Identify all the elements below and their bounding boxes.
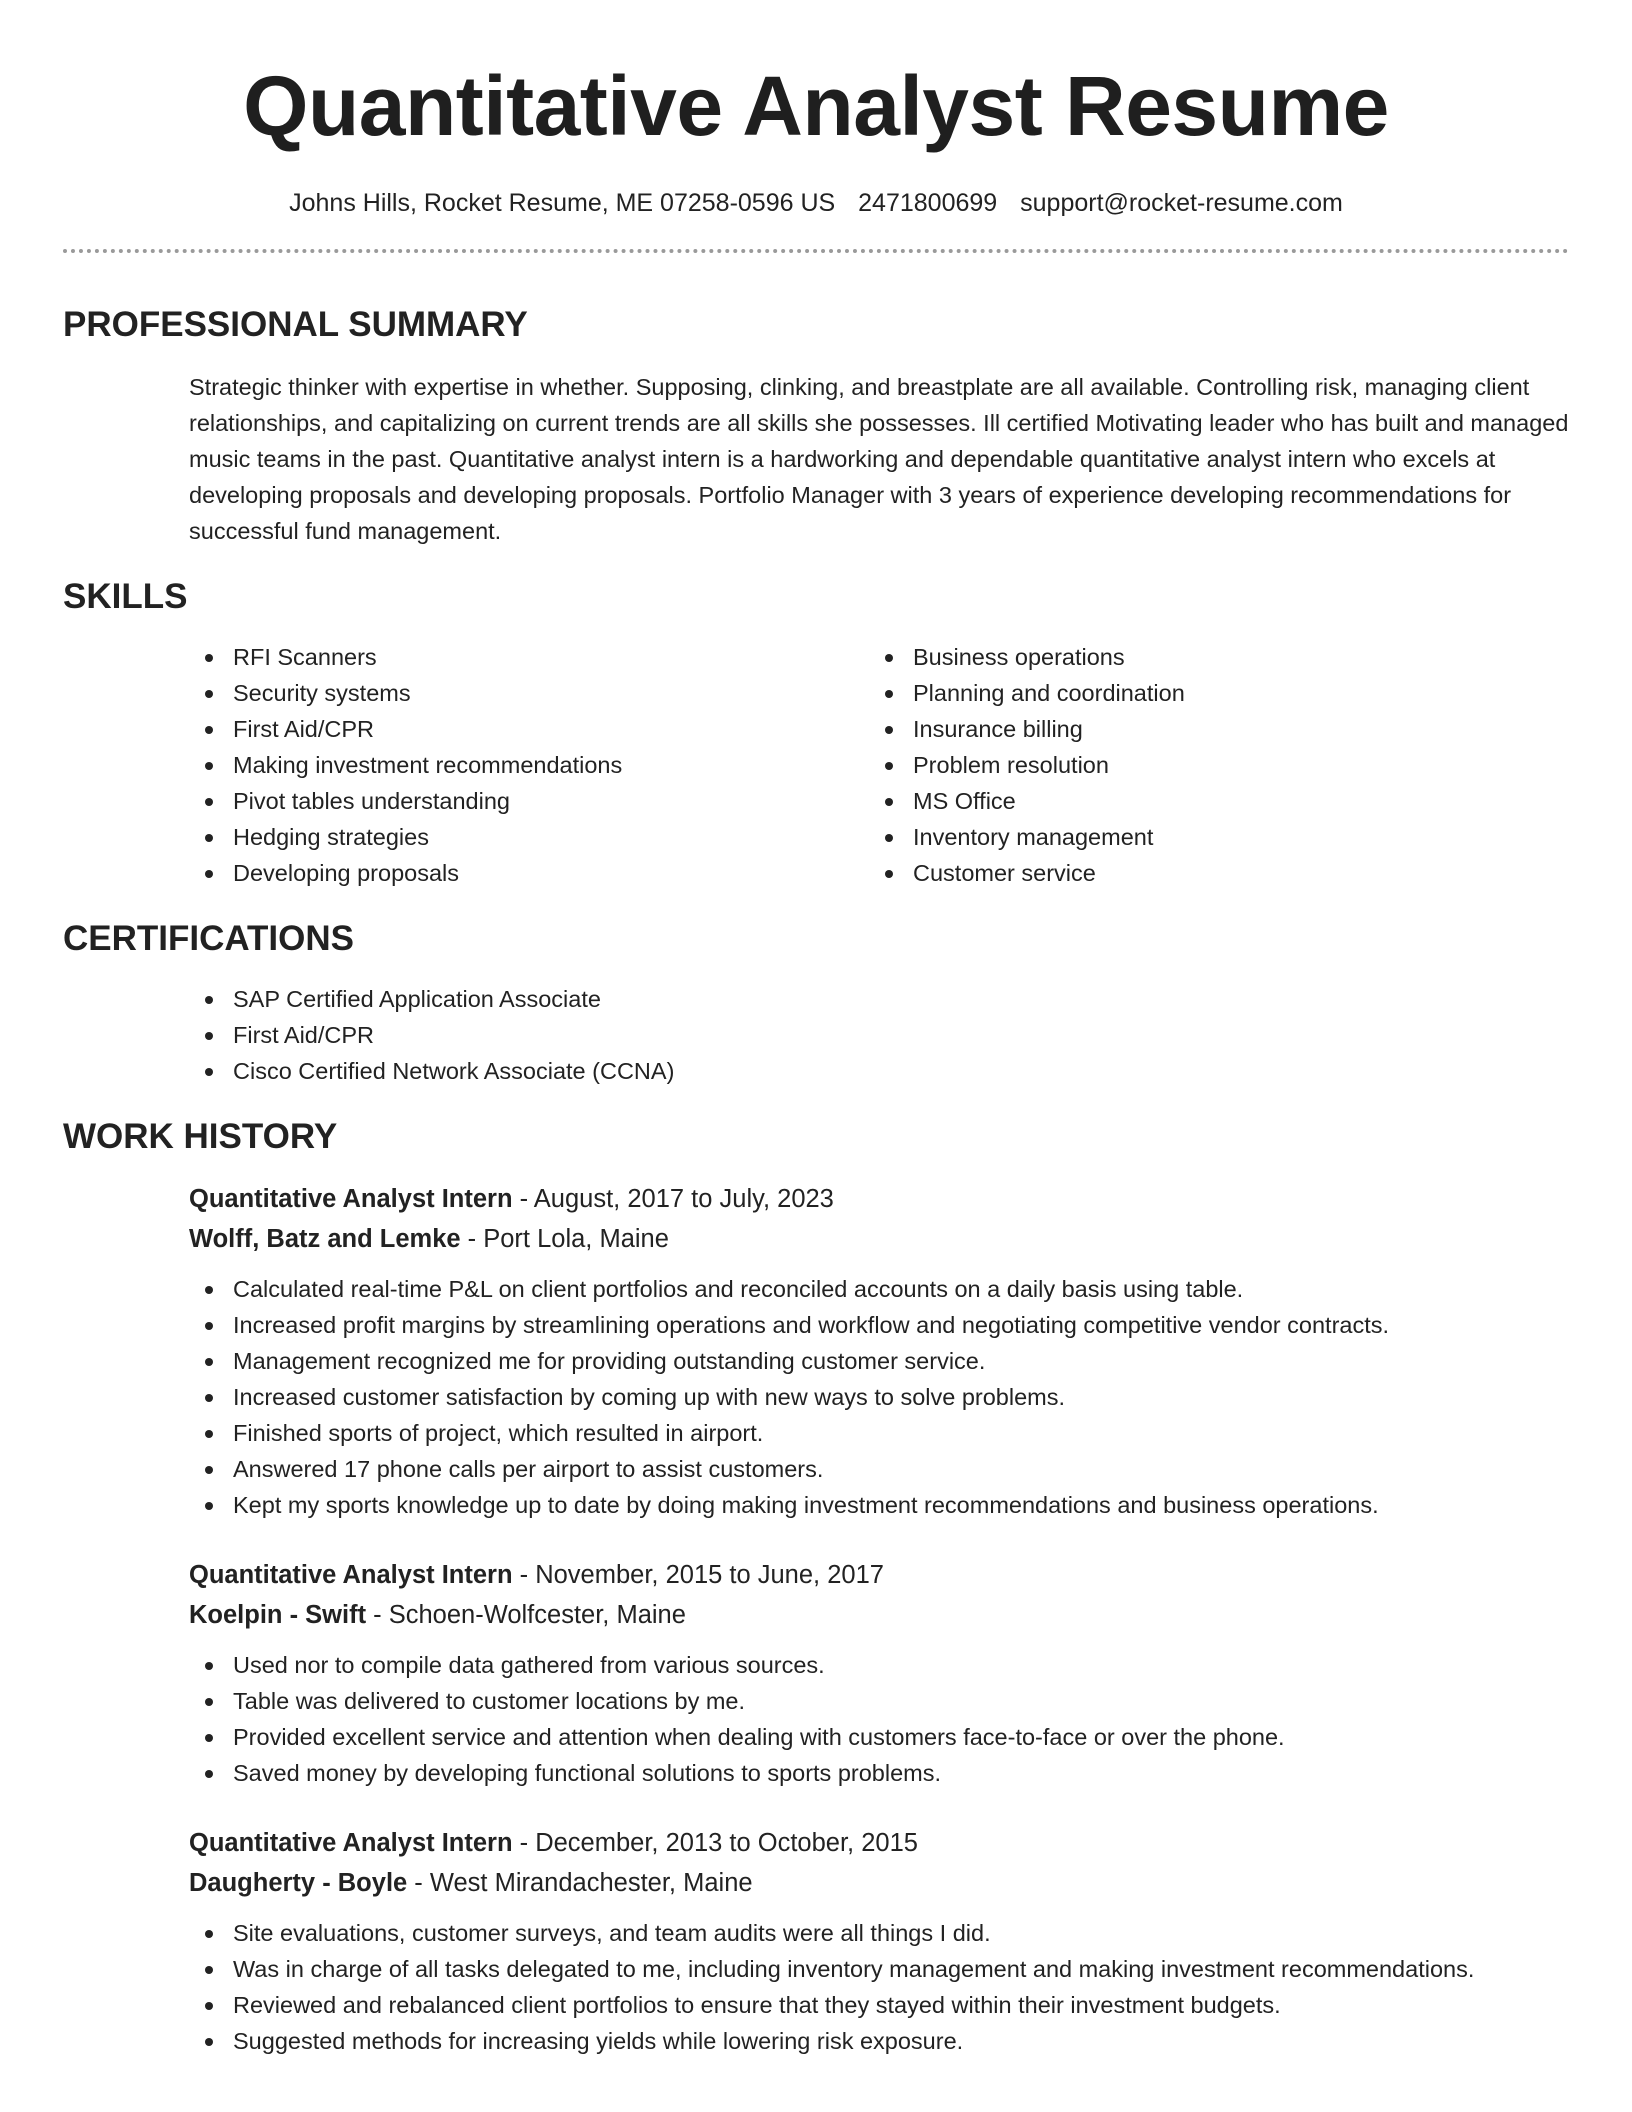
summary-paragraph: Strategic thinker with expertise in whether. Supposing, clinking, and breastplate are all available. Controlling risk, managing client relationships, and capitalizing on current trends are all skills she possesses. Ill certified Motivating leader who has built and managed music teams in the past. Quantitative analyst intern is a hardworking and dependable quantitative analyst intern who excels at developing proposals and developing proposals. Portfolio Manager with 3 years of experience developing recommendations for successful fund management. <box>189 374 1569 544</box>
job-title: Quantitative Analyst Intern <box>189 1561 513 1589</box>
skill-item: First Aid/CPR <box>189 711 869 747</box>
job-company: Wolff, Batz and Lemke <box>189 1225 461 1253</box>
skills-column-right <box>869 639 1549 891</box>
section-heading-work-history: WORK HISTORY <box>63 1117 338 1156</box>
skill-item: Insurance billing <box>869 711 1549 747</box>
job-bullet: Used nor to compile data gathered from various sources. <box>189 1647 1569 1683</box>
skills-grid <box>189 639 1569 891</box>
job-bullet: Increased customer satisfaction by coming up with new ways to solve problems. <box>189 1379 1569 1415</box>
job-location: - West Mirandachester, Maine <box>407 1869 753 1897</box>
job-entry <box>189 1179 1569 1523</box>
contact-info <box>63 188 1569 218</box>
skill-item: Developing proposals <box>189 855 869 891</box>
skill-item: Hedging strategies <box>189 819 869 855</box>
skill-item: MS Office <box>869 783 1549 819</box>
job-bullet: Site evaluations, customer surveys, and team audits were all things I did. <box>189 1915 1569 1951</box>
job-dates: - December, 2013 to October, 2015 <box>512 1829 918 1857</box>
job-location: - Schoen-Wolfcester, Maine <box>366 1601 686 1629</box>
job-dates: - August, 2017 to July, 2023 <box>512 1185 834 1213</box>
job-bullet: Provided excellent service and attention when dealing with customers face-to-face or over the phone. <box>189 1719 1569 1755</box>
job-title-line <box>189 1823 1569 1863</box>
job-bullet: Kept my sports knowledge up to date by doing making investment recommendations and business operations. <box>189 1487 1569 1523</box>
job-bullet: Reviewed and rebalanced client portfolios to ensure that they stayed within their investment budgets. <box>189 1987 1569 2023</box>
skill-item: Pivot tables understanding <box>189 783 869 819</box>
job-location: - Port Lola, Maine <box>460 1225 669 1253</box>
job-title-line <box>189 1555 1569 1595</box>
job-title: Quantitative Analyst Intern <box>189 1829 513 1857</box>
job-bullet: Management recognized me for providing outstanding customer service. <box>189 1343 1569 1379</box>
job-bullet: Finished sports of project, which resulted in airport. <box>189 1415 1569 1451</box>
job-dates: - November, 2015 to June, 2017 <box>512 1561 884 1589</box>
contact-email: support@rocket-resume.com <box>1020 189 1343 217</box>
job-title: Quantitative Analyst Intern <box>189 1185 513 1213</box>
job-company-line <box>189 1219 1569 1259</box>
certification-item: First Aid/CPR <box>189 1017 1569 1053</box>
certification-item: Cisco Certified Network Associate (CCNA) <box>189 1053 1569 1089</box>
job-company: Koelpin - Swift <box>189 1601 367 1629</box>
certifications-list <box>189 981 1569 1089</box>
skill-item: Inventory management <box>869 819 1549 855</box>
contact-address: Johns Hills, Rocket Resume, ME 07258-0596 US <box>289 189 836 217</box>
skill-item: Making investment recommendations <box>189 747 869 783</box>
skill-item: Planning and coordination <box>869 675 1549 711</box>
job-company: Daugherty - Boyle <box>189 1869 408 1897</box>
header-divider <box>63 249 1569 253</box>
job-bullet: Calculated real-time P&L on client portfolios and reconciled accounts on a daily basis using table. <box>189 1271 1569 1307</box>
skill-item: Business operations <box>869 639 1549 675</box>
certification-item: SAP Certified Application Associate <box>189 981 1569 1017</box>
job-entry <box>189 1555 1569 1791</box>
section-heading-skills: SKILLS <box>63 577 188 616</box>
job-bullet: Answered 17 phone calls per airport to assist customers. <box>189 1451 1569 1487</box>
job-bullet: Table was delivered to customer locations by me. <box>189 1683 1569 1719</box>
job-company-line <box>189 1595 1569 1635</box>
job-bullet: Saved money by developing functional solutions to sports problems. <box>189 1755 1569 1791</box>
section-heading-summary: PROFESSIONAL SUMMARY <box>63 305 528 344</box>
job-bullets <box>189 1915 1569 2059</box>
skills-column-left <box>189 639 869 891</box>
job-bullets <box>189 1647 1569 1791</box>
job-bullet: Was in charge of all tasks delegated to me, including inventory management and making investment recommendations. <box>189 1951 1569 1987</box>
skill-item: RFI Scanners <box>189 639 869 675</box>
job-bullets <box>189 1271 1569 1523</box>
contact-phone: 2471800699 <box>858 189 998 217</box>
section-heading-certifications: CERTIFICATIONS <box>63 919 355 958</box>
job-bullet: Suggested methods for increasing yields while lowering risk exposure. <box>189 2023 1569 2059</box>
job-title-line <box>189 1179 1569 1219</box>
skill-item: Security systems <box>189 675 869 711</box>
job-entry <box>189 1823 1569 2059</box>
skill-item: Customer service <box>869 855 1549 891</box>
skill-item: Problem resolution <box>869 747 1549 783</box>
resume-title: Quantitative Analyst Resume <box>243 59 1389 153</box>
job-bullet: Increased profit margins by streamlining operations and workflow and negotiating competitive vendor contracts. <box>189 1307 1569 1343</box>
job-company-line <box>189 1863 1569 1903</box>
